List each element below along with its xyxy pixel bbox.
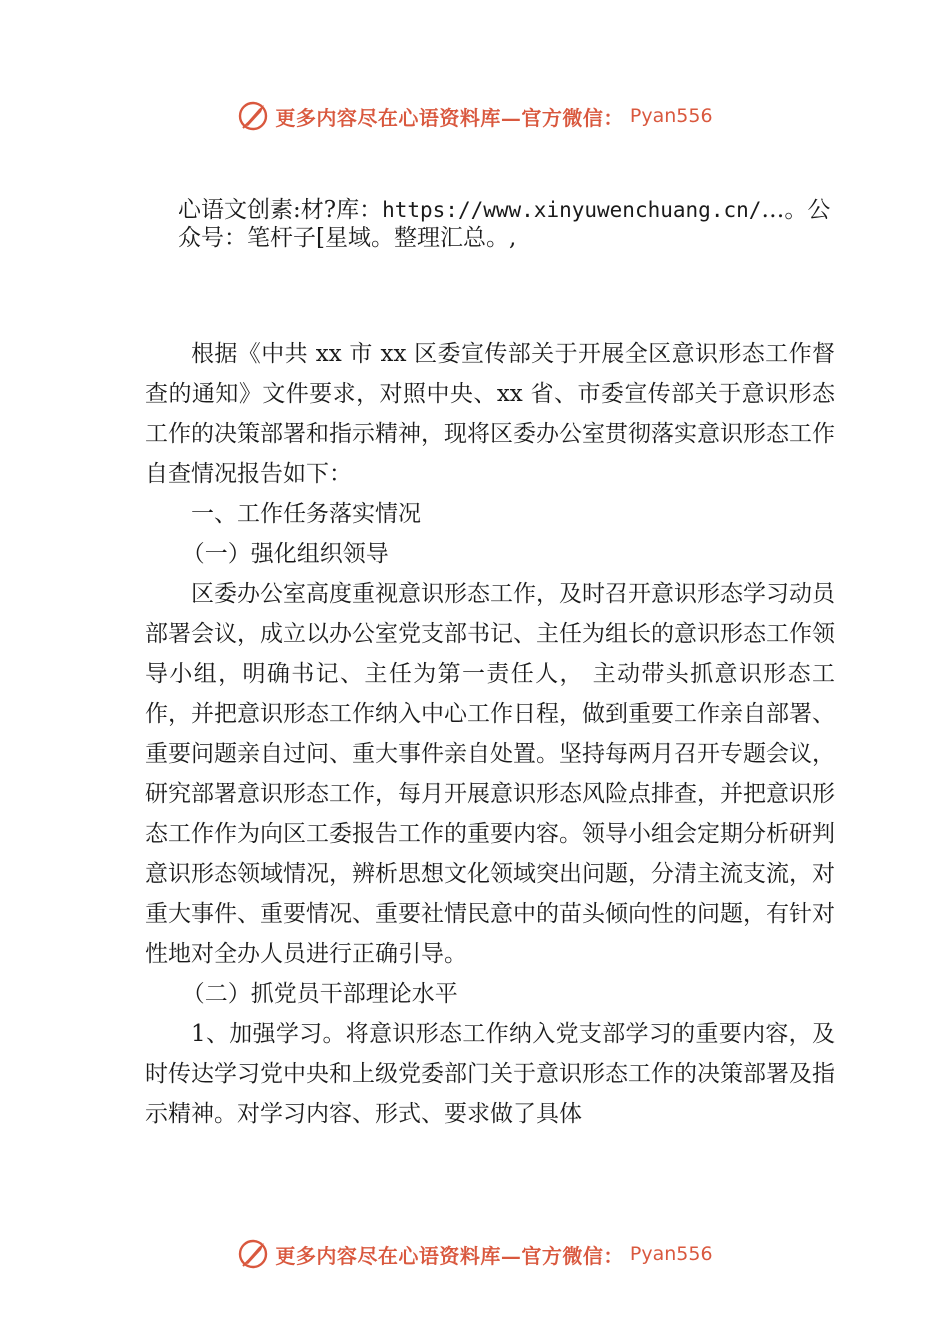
- subsection-heading: （一）强化组织领导: [181, 541, 389, 567]
- watermark-wechat-id: Pyan556: [629, 1243, 713, 1265]
- source-note-suffix: …。公众号：笔杆子[星域。整理汇总。,: [178, 197, 831, 251]
- watermark-wechat-id: Pyan556: [629, 105, 713, 127]
- section-heading: 一、工作任务落实情况: [191, 501, 421, 527]
- pen-logo-icon: [237, 1237, 271, 1271]
- footer-watermark: [0, 1234, 950, 1274]
- paragraph-intro: 根据《中共 xx 市 xx 区委宣传部关于开展全区意识形态工作督查的通知》文件要求，对照中央、xx 省、市委宣传部关于意识形态工作的决策部署和指示精神，现将区委办公室贯彻落实意识形态工作自查情况报告如下：: [145, 341, 835, 487]
- watermark-text: 更多内容尽在心语资料库—官方微信：: [275, 1243, 624, 1268]
- watermark-text: 更多内容尽在心语资料库—官方微信：: [275, 105, 624, 130]
- header-watermark: [0, 96, 950, 136]
- source-note-prefix: 心语文创素:材?库：: [178, 197, 383, 223]
- subsection-heading: （二）抓党员干部理论水平: [181, 981, 458, 1007]
- paragraph-study: 1、加强学习。将意识形态工作纳入党支部学习的重要内容，及时传达学习党中央和上级党委部门关于意识形态工作的决策部署及指示精神。对学习内容、形式、要求做了具体: [145, 1021, 835, 1127]
- document-body: [145, 334, 835, 1134]
- paragraph-organization: 区委办公室高度重视意识形态工作，及时召开意识形态学习动员部署会议，成立以办公室党支部书记、主任为组长的意识形态工作领导小组，明确书记、主任为第一责任人， 主动带头抓意识形态工作，并把意识形态工作纳入中心工作日程，做到重要工作亲自部署、重要问题亲自过问、重大事件亲自处置。坚持每两月召开专题会议，研究部署意识形态工作，每月开展意识形态风险点排查，并把意识形态工作作为向区工委报告工作的重要内容。领导小组会定期分析研判意识形态领域情况，辨析思想文化领域突出问题，分清主流支流，对重大事件、重要情况、重要社情民意中的苗头倾向性的问题，有针对性地对全办人员进行正确引导。: [145, 581, 835, 967]
- source-note-url[interactable]: https://www.xinyuwenchuang.cn/: [382, 198, 762, 222]
- pen-logo-icon: [237, 99, 271, 133]
- source-note: [178, 196, 838, 252]
